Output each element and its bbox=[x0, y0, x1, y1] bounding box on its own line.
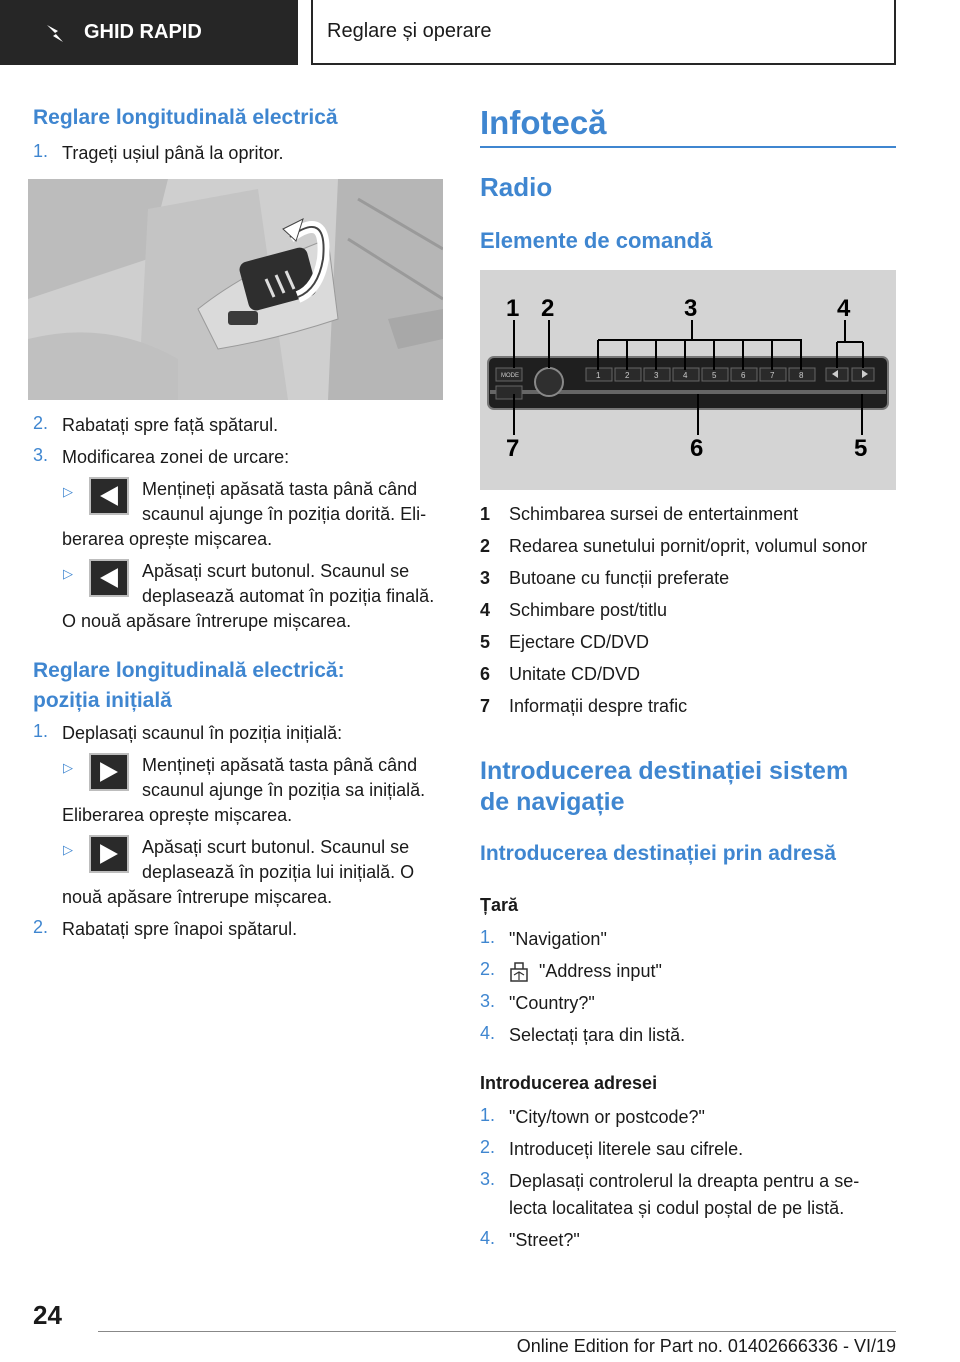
quick-guide-tab[interactable] bbox=[0, 0, 298, 65]
heading-line: de navigație bbox=[480, 788, 625, 816]
callout-2: 2 bbox=[541, 295, 555, 322]
heading-radio: Radio bbox=[480, 172, 553, 202]
legend-text: Schimbare post/titlu bbox=[509, 600, 668, 620]
bullet-text: deplasează în poziția lui inițială. O bbox=[142, 862, 415, 882]
page-title: Infotecă bbox=[480, 104, 607, 141]
preset-label: 1 bbox=[596, 371, 601, 380]
seat-back-button-icon bbox=[89, 477, 129, 515]
lightning-icon bbox=[44, 22, 66, 44]
bullet-text: Mențineți apăsată tasta până când bbox=[142, 755, 418, 775]
step-number: 3. bbox=[480, 1169, 496, 1189]
step-number: 2. bbox=[480, 1137, 496, 1157]
page-number: 24 bbox=[33, 1300, 62, 1330]
preset-label: 3 bbox=[654, 371, 659, 380]
step-text: "Navigation" bbox=[509, 929, 607, 949]
footer-rule bbox=[98, 1331, 896, 1332]
legend-number: 3 bbox=[480, 568, 491, 588]
heading-line: Introducerea destinației sistem bbox=[480, 757, 849, 785]
step-text: Modificarea zonei de urcare: bbox=[62, 447, 290, 467]
section-title: Reglare și operare bbox=[311, 0, 896, 65]
step-text: Rabatați spre înapoi spătarul. bbox=[62, 919, 298, 939]
heading-initial-position bbox=[33, 656, 345, 716]
step-number: 2. bbox=[33, 413, 49, 433]
preset-label: 6 bbox=[741, 371, 746, 380]
callout-4: 4 bbox=[837, 295, 851, 322]
radio-panel-illustration bbox=[480, 270, 896, 490]
legend-number: 5 bbox=[480, 632, 491, 652]
preset-label: 8 bbox=[799, 371, 804, 380]
bullet-text: nouă apăsare întrerupe mișcarea. bbox=[62, 887, 333, 907]
callout-5: 5 bbox=[854, 435, 868, 462]
bullet-text: scaunul ajunge în poziția dorită. Eli- bbox=[142, 504, 427, 524]
bullet-triangle-icon: ▷ bbox=[63, 760, 73, 775]
bullet-text: Eliberarea oprește mișcarea. bbox=[62, 805, 293, 825]
step-text: Trageți ușiul până la opritor. bbox=[62, 143, 284, 163]
heading-line: Reglare longitudinală electrică: bbox=[33, 659, 345, 682]
heading-address-input: Introducerea adresei bbox=[480, 1073, 658, 1093]
step-text: Selectați țara din listă. bbox=[509, 1025, 686, 1045]
callout-7: 7 bbox=[506, 435, 520, 462]
bullet-text: deplasează automat în poziția finală. bbox=[142, 586, 435, 606]
step-text: "City/town or postcode?" bbox=[509, 1107, 705, 1127]
step-number: 4. bbox=[480, 1228, 496, 1248]
step-text: "Street?" bbox=[509, 1230, 580, 1250]
preset-label: 5 bbox=[712, 371, 717, 380]
legend-text: Unitate CD/DVD bbox=[509, 664, 641, 684]
bullet-triangle-icon: ▷ bbox=[63, 566, 73, 581]
heading-electric-adjust: Reglare longitudinală electrică bbox=[33, 106, 338, 129]
legend-text: Ejectare CD/DVD bbox=[509, 632, 650, 652]
preset-label: 2 bbox=[625, 371, 630, 380]
legend-number: 2 bbox=[480, 536, 491, 556]
heading-line: poziția inițială bbox=[33, 689, 172, 712]
step-text-continued: lecta localitatea și codul poștal de pe listă. bbox=[509, 1198, 845, 1218]
callout-1: 1 bbox=[506, 295, 520, 322]
heading-navigation bbox=[480, 756, 848, 818]
bullet-triangle-icon: ▷ bbox=[63, 484, 73, 499]
bullet-text: scaunul ajunge în poziția sa inițială. bbox=[142, 780, 426, 800]
bullet-text: berarea oprește mișcarea. bbox=[62, 529, 273, 549]
legend-text: Informații despre trafic bbox=[509, 696, 688, 716]
preset-label: 7 bbox=[770, 371, 775, 380]
edition-text: Online Edition for Part no. 01402666336 - VI/19 bbox=[516, 1336, 896, 1356]
step-number: 1. bbox=[33, 721, 49, 741]
step-number: 2. bbox=[33, 917, 49, 937]
step-number: 1. bbox=[480, 927, 496, 947]
callout-3: 3 bbox=[684, 295, 698, 322]
title-rule bbox=[480, 146, 896, 148]
step-text: Rabatați spre față spătarul. bbox=[62, 415, 279, 435]
seat-forward-button-icon bbox=[89, 835, 129, 873]
legend-text: Butoane cu funcții preferate bbox=[509, 568, 730, 588]
heading-country: Țară bbox=[480, 895, 519, 915]
legend-text: Redarea sunetului pornit/oprit, volumul sonor bbox=[509, 536, 868, 556]
callout-6: 6 bbox=[690, 435, 704, 462]
legend-text: Schimbarea sursei de entertainment bbox=[509, 504, 799, 524]
step-text: "Country?" bbox=[509, 993, 595, 1013]
navigation-map-icon bbox=[509, 961, 529, 983]
heading-controls: Elemente de comandă bbox=[480, 228, 713, 253]
step-text: Introduceți literele sau cifrele. bbox=[509, 1139, 744, 1159]
bullet-text: O nouă apăsare întrerupe mișcarea. bbox=[62, 611, 352, 631]
heading-address-entry: Introducerea destinației prin adresă bbox=[480, 842, 836, 865]
step-number: 1. bbox=[33, 141, 49, 161]
legend-number: 1 bbox=[480, 504, 491, 524]
seat-forward-button-icon bbox=[89, 753, 129, 791]
legend-number: 7 bbox=[480, 696, 491, 716]
step-number: 2. bbox=[480, 959, 496, 979]
bullet-triangle-icon: ▷ bbox=[63, 842, 73, 857]
legend-number: 4 bbox=[480, 600, 491, 620]
bullet-text: Apăsați scurt butonul. Scaunul se bbox=[142, 561, 410, 581]
step-number: 4. bbox=[480, 1023, 496, 1043]
quick-guide-label: GHID RAPID bbox=[84, 21, 202, 43]
legend-number: 6 bbox=[480, 664, 491, 684]
seat-back-button-icon bbox=[89, 559, 129, 597]
step-number: 3. bbox=[33, 445, 49, 465]
bullet-text: Mențineți apăsată tasta până când bbox=[142, 479, 418, 499]
step-text: Deplasați scaunul în poziția inițială: bbox=[62, 723, 343, 743]
seat-illustration bbox=[28, 179, 443, 400]
bullet-text: Apăsați scurt butonul. Scaunul se bbox=[142, 837, 410, 857]
preset-label: 4 bbox=[683, 371, 688, 380]
step-text: Deplasați controlerul la dreapta pentru a se- bbox=[509, 1171, 860, 1191]
step-number: 1. bbox=[480, 1105, 496, 1125]
step-text: "Address input" bbox=[539, 961, 662, 981]
step-number: 3. bbox=[480, 991, 496, 1011]
mode-label: MODE bbox=[501, 373, 519, 379]
